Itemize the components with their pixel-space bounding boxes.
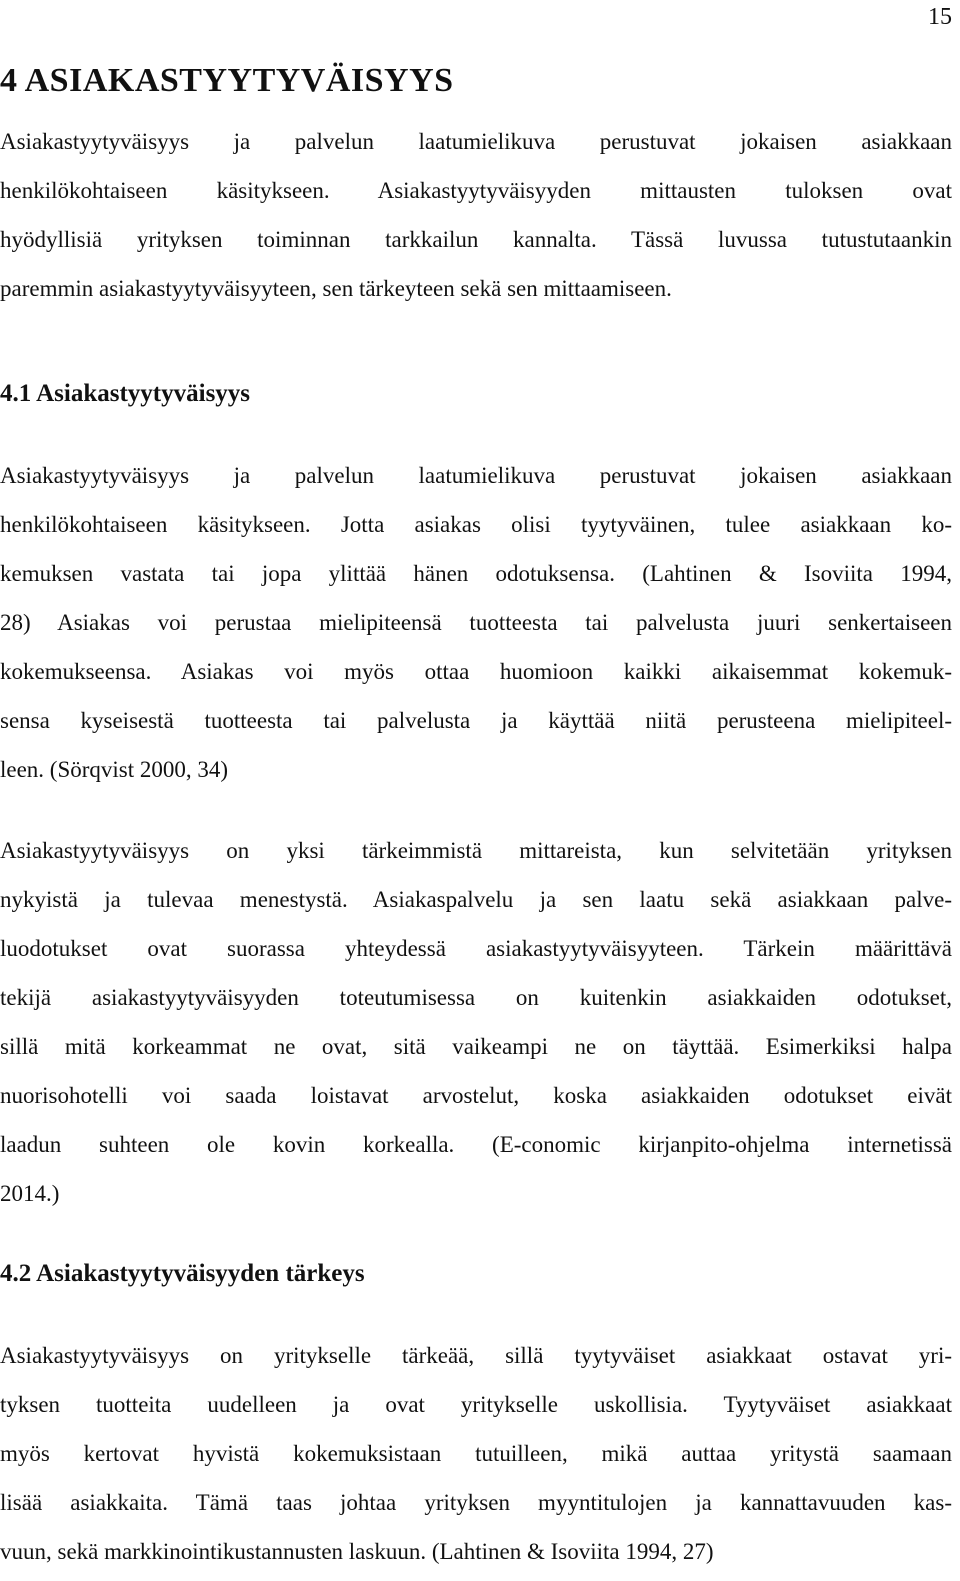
chapter-title: 4 ASIAKASTYYTYVÄISYYS — [0, 62, 454, 99]
text-line: Asiakastyytyväisyys on yksi tärkeimmistä mittareista, kun selvitetään yrityksen — [0, 838, 952, 863]
text-line: paremmin asiakastyytyväisyyteen, sen tärkeyteen sekä sen mittaamiseen. — [0, 276, 672, 301]
text-line: kemuksen vastata tai jopa ylittää hänen odotuksensa. (Lahtinen & Isoviita 1994, — [0, 561, 952, 586]
section-4-1-paragraph-1 — [0, 451, 952, 794]
text-line: tekijä asiakastyytyväisyyden toteutumisessa on kuitenkin asiakkaiden odotukset, — [0, 985, 952, 1010]
text-line: henkilökohtaiseen käsitykseen. Jotta asiakas olisi tyytyväinen, tulee asiakkaan ko- — [0, 512, 952, 537]
text-line: nykyistä ja tulevaa menestystä. Asiakaspalvelu ja sen laatu sekä asiakkaan palve- — [0, 887, 952, 912]
text-line: sillä mitä korkeammat ne ovat, sitä vaikeampi ne on täyttää. Esimerkiksi halpa — [0, 1034, 952, 1059]
text-line: kokemukseensa. Asiakas voi myös ottaa huomioon kaikki aikaisemmat kokemuk- — [0, 659, 952, 684]
text-line: hyödyllisiä yrityksen toiminnan tarkkailun kannalta. Tässä luvussa tutustutaankin — [0, 227, 952, 252]
text-line: Asiakastyytyväisyys on yritykselle tärkeää, sillä tyytyväiset asiakkaat ostavat yri- — [0, 1343, 952, 1368]
section-4-1-paragraph-2 — [0, 826, 952, 1218]
text-line: leen. (Sörqvist 2000, 34) — [0, 757, 229, 782]
section-title-4-1: 4.1 Asiakastyytyväisyys — [0, 380, 251, 407]
text-line: luodotukset ovat suorassa yhteydessä asiakastyytyväisyyteen. Tärkein määrittävä — [0, 936, 952, 961]
text-line: myös kertovat hyvistä kokemuksistaan tutuilleen, mikä auttaa yritystä saamaan — [0, 1441, 952, 1466]
text-line: 2014.) — [0, 1181, 60, 1206]
text-line: Asiakastyytyväisyys ja palvelun laatumielikuva perustuvat jokaisen asiakkaan — [0, 463, 952, 488]
text-line: laadun suhteen ole kovin korkealla. (E-conomic kirjanpito-ohjelma internetissä — [0, 1132, 952, 1157]
section-4-2-paragraph-1 — [0, 1331, 952, 1576]
text-line: tyksen tuotteita uudelleen ja ovat yritykselle uskollisia. Tyytyväiset asiakkaat — [0, 1392, 952, 1417]
chapter-intro-paragraph — [0, 117, 952, 313]
text-line: henkilökohtaiseen käsitykseen. Asiakastyytyväisyyden mittausten tuloksen ovat — [0, 178, 952, 203]
section-title-4-2: 4.2 Asiakastyytyväisyyden tärkeys — [0, 1260, 365, 1287]
page-number: 15 — [928, 4, 952, 30]
text-line: Asiakastyytyväisyys ja palvelun laatumielikuva perustuvat jokaisen asiakkaan — [0, 129, 952, 154]
text-line: nuorisohotelli voi saada loistavat arvostelut, koska asiakkaiden odotukset eivät — [0, 1083, 952, 1108]
text-line: lisää asiakkaita. Tämä taas johtaa yrityksen myyntitulojen ja kannattavuuden kas- — [0, 1490, 952, 1515]
text-line: 28) Asiakas voi perustaa mielipiteensä tuotteesta tai palvelusta juuri senkertaiseen — [0, 610, 952, 635]
text-line: sensa kyseisestä tuotteesta tai palvelusta ja käyttää niitä perusteena mielipiteel- — [0, 708, 952, 733]
text-line: vuun, sekä markkinointikustannusten laskuun. (Lahtinen & Isoviita 1994, 27) — [0, 1539, 714, 1564]
